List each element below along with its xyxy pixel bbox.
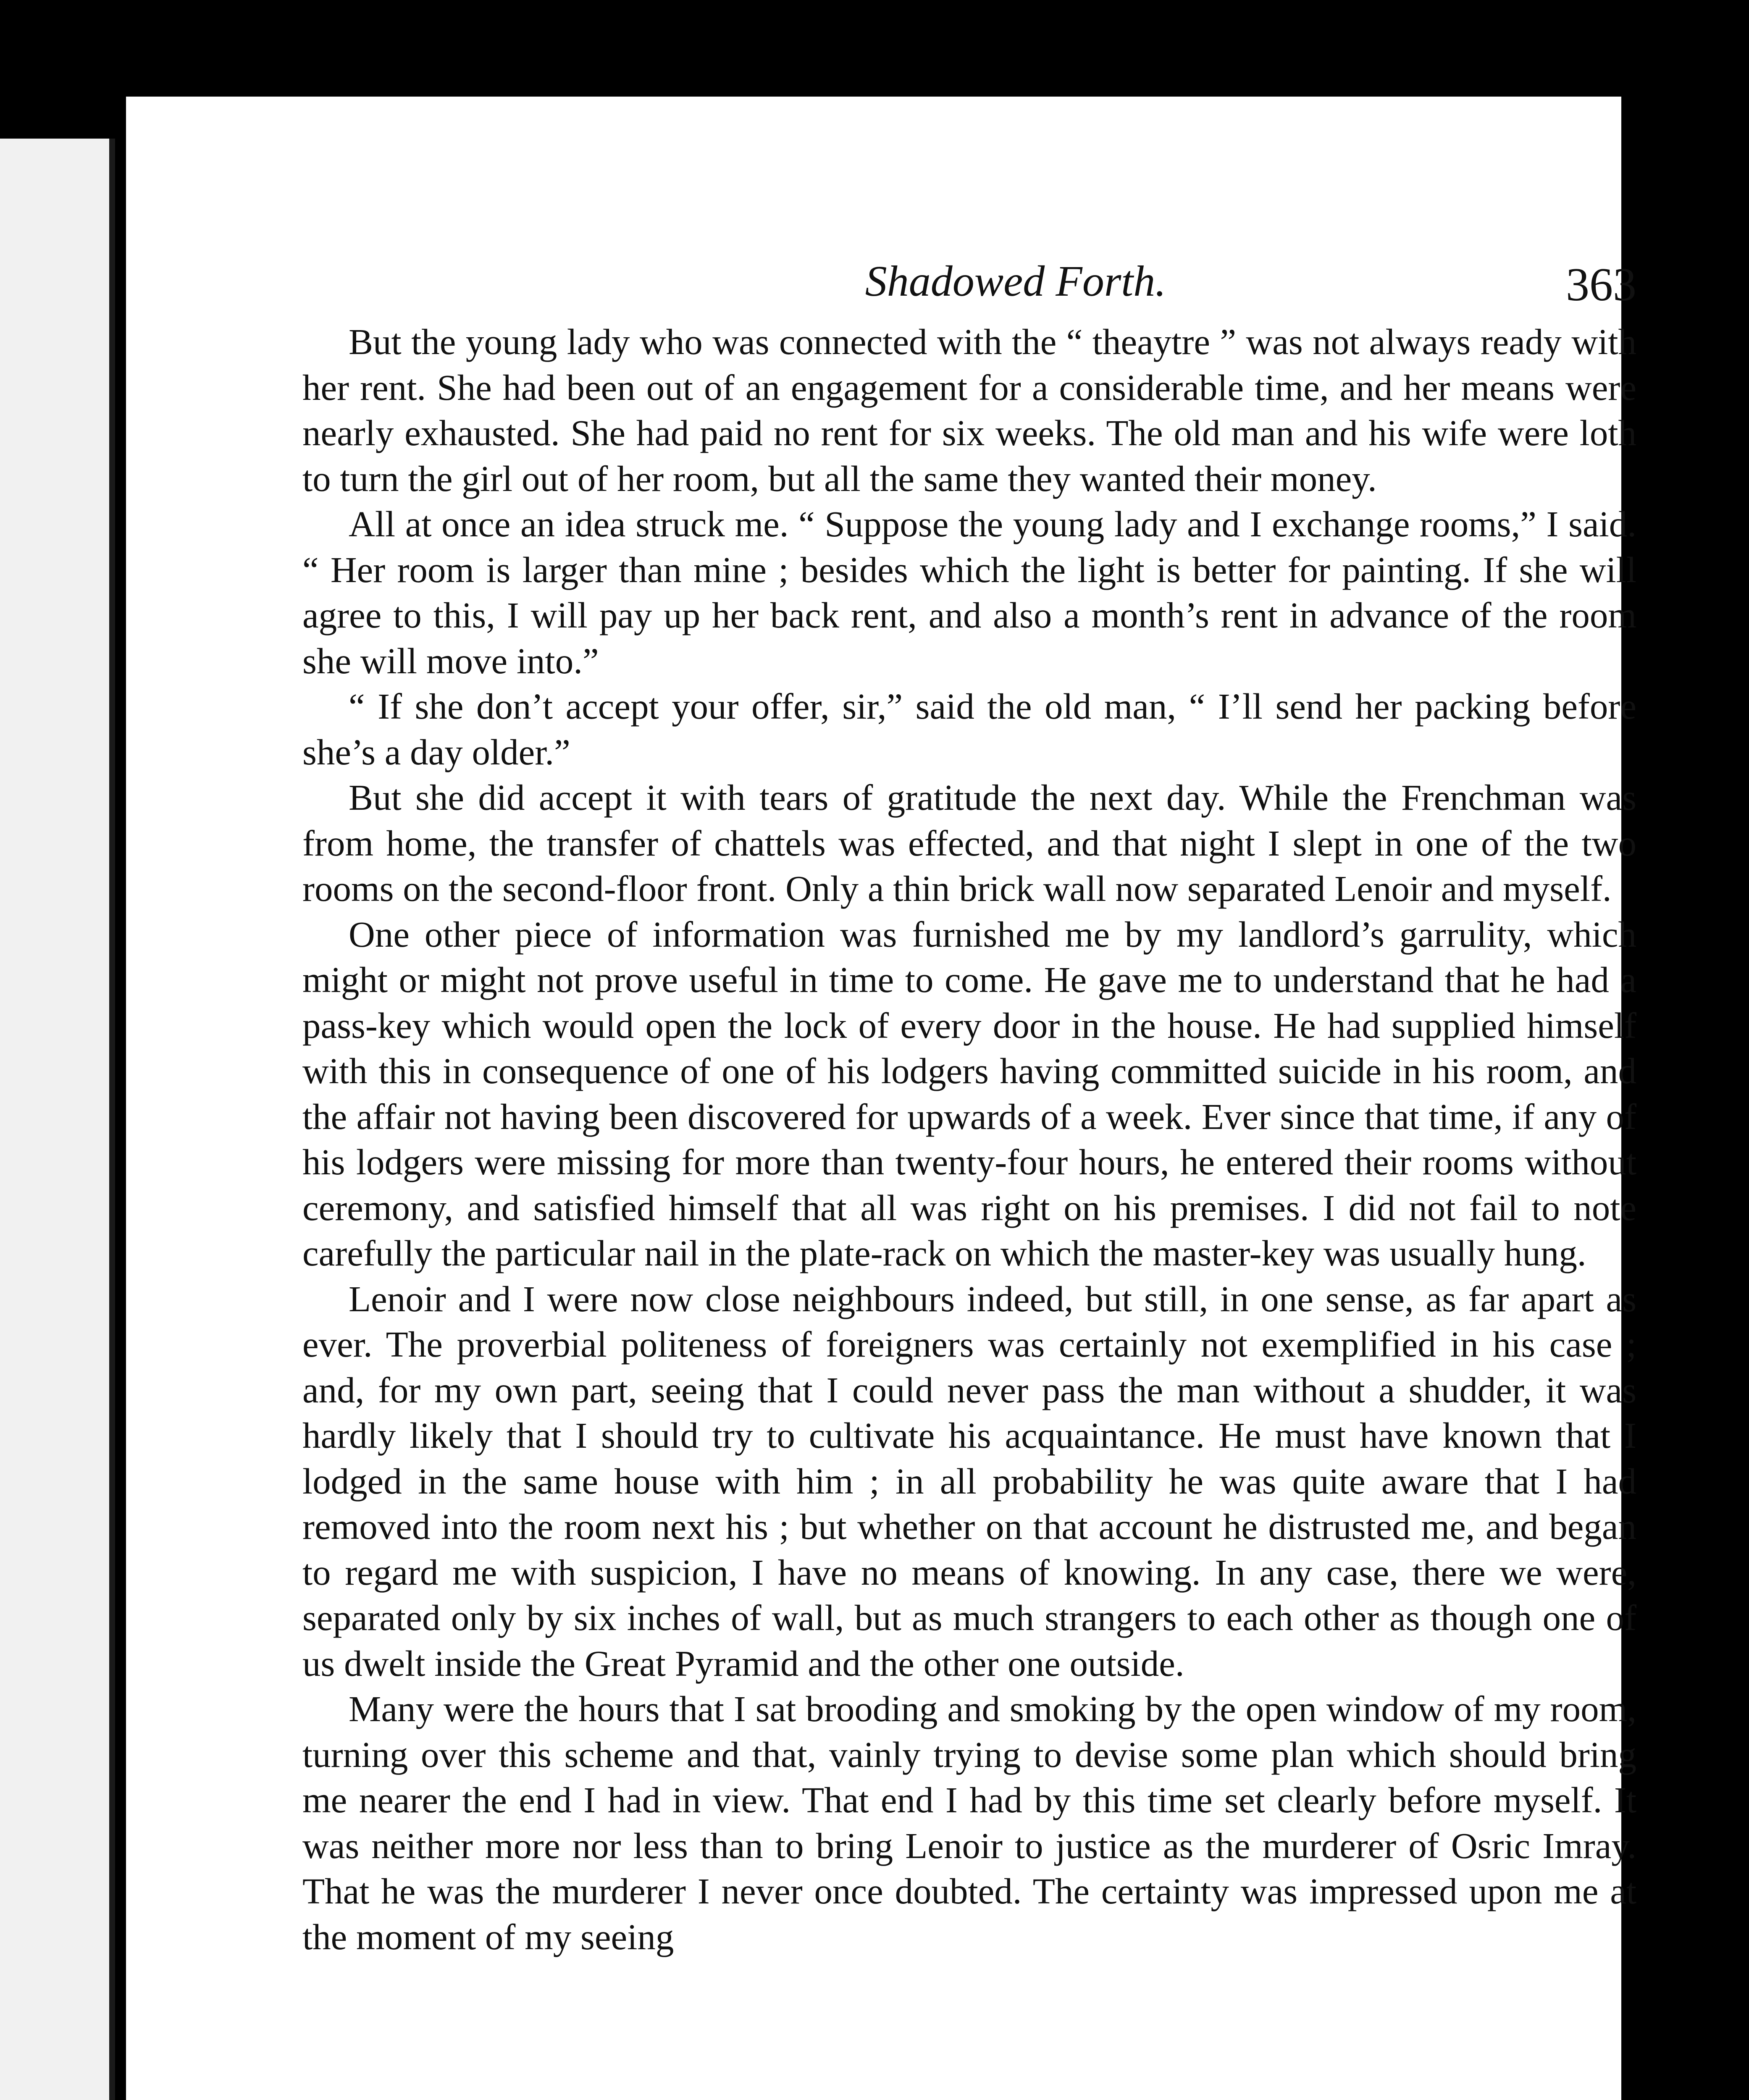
paragraph-2: All at once an idea struck me. “ Suppose the young lady and I exchange rooms,” I said. “ Her room is larger than mine ; besides which the light is better for painting. If she will agree to this, I will pay up her back rent, and also a month’s rent in advance of the room she will move into.”	[302, 504, 1636, 681]
book-page	[126, 97, 1636, 2100]
page-content	[302, 256, 1636, 1960]
paragraph-5: One other piece of information was furnished me by my landlord’s garrulity, which might or might not prove useful in time to come. He gave me to understand that he had a pass-key which would open the lock of every door in the house. He had supplied himself with this in consequence of one of his lodgers having committed suicide in his room, and the affair not having been discovered for upwards of a week. Ever since that time, if any of his lodgers were missing for more than twenty-four hours, he entered their rooms without ceremony, and satisfied himself that all was right on his premises. I did not fail to note carefully the particular nail in the plate-rack on which the master-key was usually hung.	[302, 914, 1636, 1273]
page-number: 363	[1566, 259, 1636, 311]
running-head	[302, 256, 1636, 319]
running-title: Shadowed Forth.	[865, 257, 1166, 305]
paragraph-3: “ If she don’t accept your offer, sir,” said the old man, “ I’ll send her packing before she’s a day older.”	[302, 686, 1636, 772]
paragraph-1: But the young lady who was connected with the “ theaytre ” was not always ready with her rent. She had been out of an engagement for a considerable time, and her means were nearly exhausted. She had paid no rent for six weeks. The old man and his wife were loth to turn the girl out of her room, but all the same they wanted their money.	[302, 321, 1636, 499]
facing-page-edge	[0, 139, 115, 2100]
paragraph-6: Lenoir and I were now close neighbours indeed, but still, in one sense, as far apart as ever. The proverbial politeness of foreigners was certainly not exemplified in his case ; and, for my own part, seeing that I could never pass the man without a shudder, it was hardly likely that I should try to cultivate his acquaintance. He must have known that I lodged in the same house with him ; in all probability he was quite aware that I had removed into the room next his ; but whether on that account he distrusted me, and began to regard me with suspicion, I have no means of knowing. In any case, there we were, separated only by six inches of wall, but as much strangers to each other as though one of us dwelt inside the Great Pyramid and the other one outside.	[302, 1278, 1636, 1684]
body-text	[302, 319, 1636, 1960]
paragraph-7: Many were the hours that I sat brooding and smoking by the open window of my room, turning over this scheme and that, vainly trying to devise some plan which should bring me nearer the end I had in view. That end I had by this time set clearly before myself. It was neither more nor less than to bring Lenoir to justice as the murderer of Osric Imray. That he was the murderer I never once doubted. The certainty was impressed upon me at the moment of my seeing	[302, 1688, 1636, 1957]
paragraph-4: But she did accept it with tears of gratitude the next day. While the Frenchman was from home, the transfer of chattels was effected, and that night I slept in one of the two rooms on the second-floor front. Only a thin brick wall now separated Lenoir and myself.	[302, 777, 1636, 909]
